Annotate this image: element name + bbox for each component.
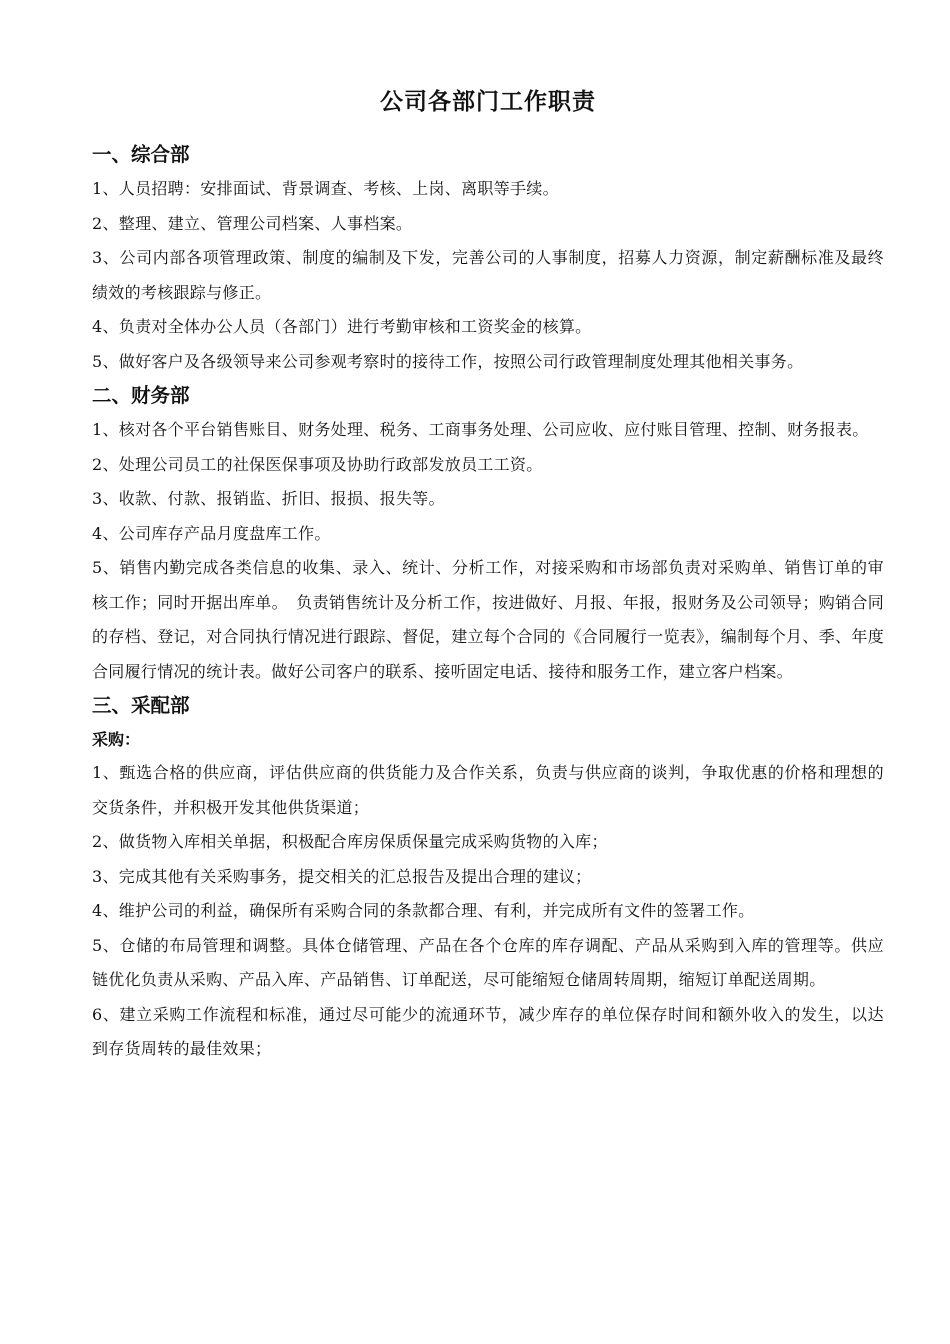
section-procurement <box>92 689 884 1067</box>
list-item: 1、人员招聘：安排面试、背景调查、考核、上岗、离职等手续。 <box>92 179 559 198</box>
section-heading: 三、采配部 <box>92 694 190 717</box>
list-item: 2、处理公司员工的社保医保事项及协助行政部发放员工工资。 <box>92 454 543 474</box>
list-item: 3、收款、付款、报销监、折旧、报损、报失等。 <box>92 489 445 508</box>
list-item: 4、维护公司的利益，确保所有采购合同的条款都合理、有利，并完成所有文件的签署工作。 <box>92 901 755 920</box>
list-item: 5、销售内勤完成各类信息的收集、录入、统计、分析工作，对接采购和市场部负责对采购单、销售订单的审核工作；同时开据出库单。 负责销售统计及分析工作，按进做好、月报、年报，报财务及公司领导；购销合同的存档、登记，对合同执行情况进行跟踪、督促，建立每个合同的《合同履行一览表》，编制每个月、季、年度合同履行情况的统计表。做好公司客户的联系、接听固定电话、接待和服务工作，建立客户档案。 <box>92 558 884 681</box>
list-item: 2、整理、建立、管理公司档案、人事档案。 <box>92 213 413 233</box>
list-item: 2、做货物入库相关单据，积极配合库房保质保量完成采购货物的入库； <box>92 832 608 851</box>
list-item: 1、甄选合格的供应商，评估供应商的供货能力及合作关系，负责与供应商的谈判，争取优惠的价格和理想的交货条件，并积极开发其他供货渠道； <box>92 763 884 817</box>
section-heading: 二、财务部 <box>92 384 190 407</box>
section-general-affairs <box>92 138 884 379</box>
list-item: 3、完成其他有关采购事务，提交相关的汇总报告及提出合理的建议； <box>92 866 592 886</box>
list-item: 1、核对各个平台销售账目、财务处理、税务、工商事务处理、公司应收、应付账目管理、控制、财务报表。 <box>92 420 869 439</box>
list-item: 6、建立采购工作流程和标准，通过尽可能少的流通环节，减少库存的单位保存时间和额外收入的发生，以达到存货周转的最佳效果； <box>92 1004 884 1058</box>
list-item: 4、负责对全体办公人员（各部门）进行考勤审核和工资奖金的核算。 <box>92 317 592 336</box>
document-page <box>92 76 884 1067</box>
list-item: 3、公司内部各项管理政策、制度的编制及下发，完善公司的人事制度，招募人力资源，制定薪酬标准及最终绩效的考核跟踪与修正。 <box>92 248 884 302</box>
section-heading: 一、综合部 <box>92 143 190 166</box>
list-item: 4、公司库存产品月度盘库工作。 <box>92 523 331 543</box>
list-item: 5、仓储的布局管理和调整。具体仓储管理、产品在各个仓库的库存调配、产品从采购到入库的管理等。供应链优化负责从采购、产品入库、产品销售、订单配送，尽可能缩短仓储周转周期，缩短订单配送周期。 <box>92 935 884 989</box>
list-item: 5、做好客户及各级领导来公司参观考察时的接待工作，按照公司行政管理制度处理其他相关事务。 <box>92 351 804 371</box>
sub-heading: 采购： <box>92 730 141 749</box>
section-finance <box>92 379 884 689</box>
document-title: 公司各部门工作职责 <box>380 89 596 115</box>
